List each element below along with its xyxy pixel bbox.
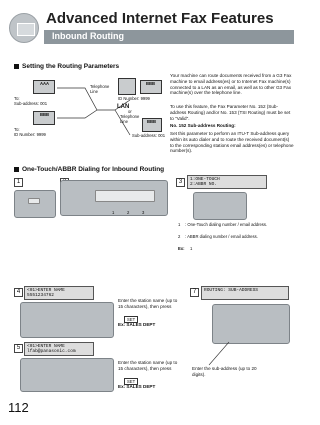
example-value: 1: [190, 246, 193, 251]
step-instruction: Enter the sub-address (up to 20 digits).: [192, 366, 257, 377]
routing-description: Your machine can route documents received from a G3 Fax machine to email address(es) or to Internet Fax machine(s) connected to a LAN as an email, as well as to other G3 Fax machine(s) over the telephone line.: [170, 73, 292, 96]
id-number-label: ID Number: 9999: [14, 132, 46, 137]
control-panel-image: [14, 190, 56, 218]
step-instruction: Enter the station name (up to 15 characters), then press: [118, 360, 178, 371]
sub-address-label: Sub-address: 001: [14, 101, 48, 106]
choice-number: 2: [178, 234, 181, 239]
lcd-line: 1:ONE-TOUCH: [190, 177, 220, 182]
step-number: 1: [14, 178, 23, 187]
or-label: or: [128, 109, 132, 114]
set-key-label: SET: [124, 378, 138, 385]
id-number-label: ID Number: 9999: [118, 96, 150, 101]
example-value: Ex: SALES DEPT: [118, 384, 156, 389]
key-number: 1: [112, 210, 115, 215]
lcd-line: <01>ENTER NAME: [27, 288, 65, 293]
fax-label-bbb: BBB: [40, 112, 50, 117]
example-label: Ex:: [178, 246, 185, 251]
lcd-line: ROUTING: SUB-ADDRESS: [204, 288, 259, 293]
to-label: To:: [14, 96, 20, 101]
telephone-line-label: Telephone Line: [90, 84, 110, 94]
step-number: 7: [190, 288, 199, 297]
key-number: 2: [127, 210, 130, 215]
page-number: 112: [8, 400, 29, 415]
example-value: Ex: SALES DEPT: [118, 322, 156, 327]
envelope-icon: [9, 13, 39, 43]
to-label: To:: [14, 127, 20, 132]
lcd-display: [187, 175, 267, 189]
choice-description: : One-Touch dialing number / email address.: [185, 222, 268, 227]
routing-parameter-note: To use this feature, the Fax Parameter No. 152 (Sub-address Routing) and/or No. 153 (TSI Routing) must be set to "Valid".: [170, 104, 291, 121]
menu-key: [28, 198, 40, 204]
routing-heading: Setting the Routing Parameters: [14, 63, 119, 70]
onetouch-heading: One-Touch/ABBR Dialing for Inbound Routing: [14, 166, 164, 173]
step-instruction: Enter the station name (up to 15 characters), then press: [118, 298, 178, 309]
set-key-label: SET: [124, 316, 138, 323]
sub-address-routing-description: Set this parameter to perform an ITU-T Sub-address query within its auto dialer and to route the received document(s) to the corresponding stations email address(es) or telephone number(s).: [170, 131, 294, 154]
keyboard-panel-image: [20, 358, 114, 392]
bullet-icon: [14, 64, 19, 69]
keypad-panel-image: [212, 304, 290, 344]
fax-label-aaa: AAA: [40, 81, 50, 86]
bullet-icon: [14, 167, 19, 172]
step-number: 3: [176, 178, 185, 187]
lcd-line: 2:ABBR NO.: [190, 182, 218, 188]
lcd-display: [24, 286, 94, 300]
keyboard-panel-image: [20, 302, 114, 338]
choice-description: : ABBR dialing number / email address.: [185, 234, 258, 239]
key-number: 3: [142, 210, 145, 215]
lcd-line: <01>ENTER NAME: [27, 344, 65, 349]
lcd-display: [24, 342, 94, 356]
page-subtitle: Inbound Routing: [52, 31, 124, 41]
keypad-keys: [95, 190, 155, 202]
keypad-panel-image: [193, 192, 247, 220]
fax-label-bbb: BBB: [146, 81, 156, 86]
lcd-line: lfab@panasonic.com: [27, 349, 76, 355]
lan-label: LAN: [117, 104, 130, 110]
fax-label-bbb: BBB: [147, 119, 157, 124]
step-number: 5: [14, 344, 23, 353]
computer-icon: [118, 78, 136, 95]
page-header: [0, 0, 300, 58]
telephone-line-label: Telephone Line: [120, 114, 140, 124]
sub-address-label: Sub-address: 001: [132, 133, 166, 138]
sub-address-routing-heading: No. 152 Sub-address Routing:: [170, 123, 236, 128]
lcd-display: [201, 286, 289, 300]
choice-number: 1: [178, 222, 181, 227]
lcd-line: 5551234762: [27, 293, 55, 299]
step-number: 4: [14, 288, 23, 297]
page-title: Advanced Internet Fax Features: [46, 10, 274, 27]
